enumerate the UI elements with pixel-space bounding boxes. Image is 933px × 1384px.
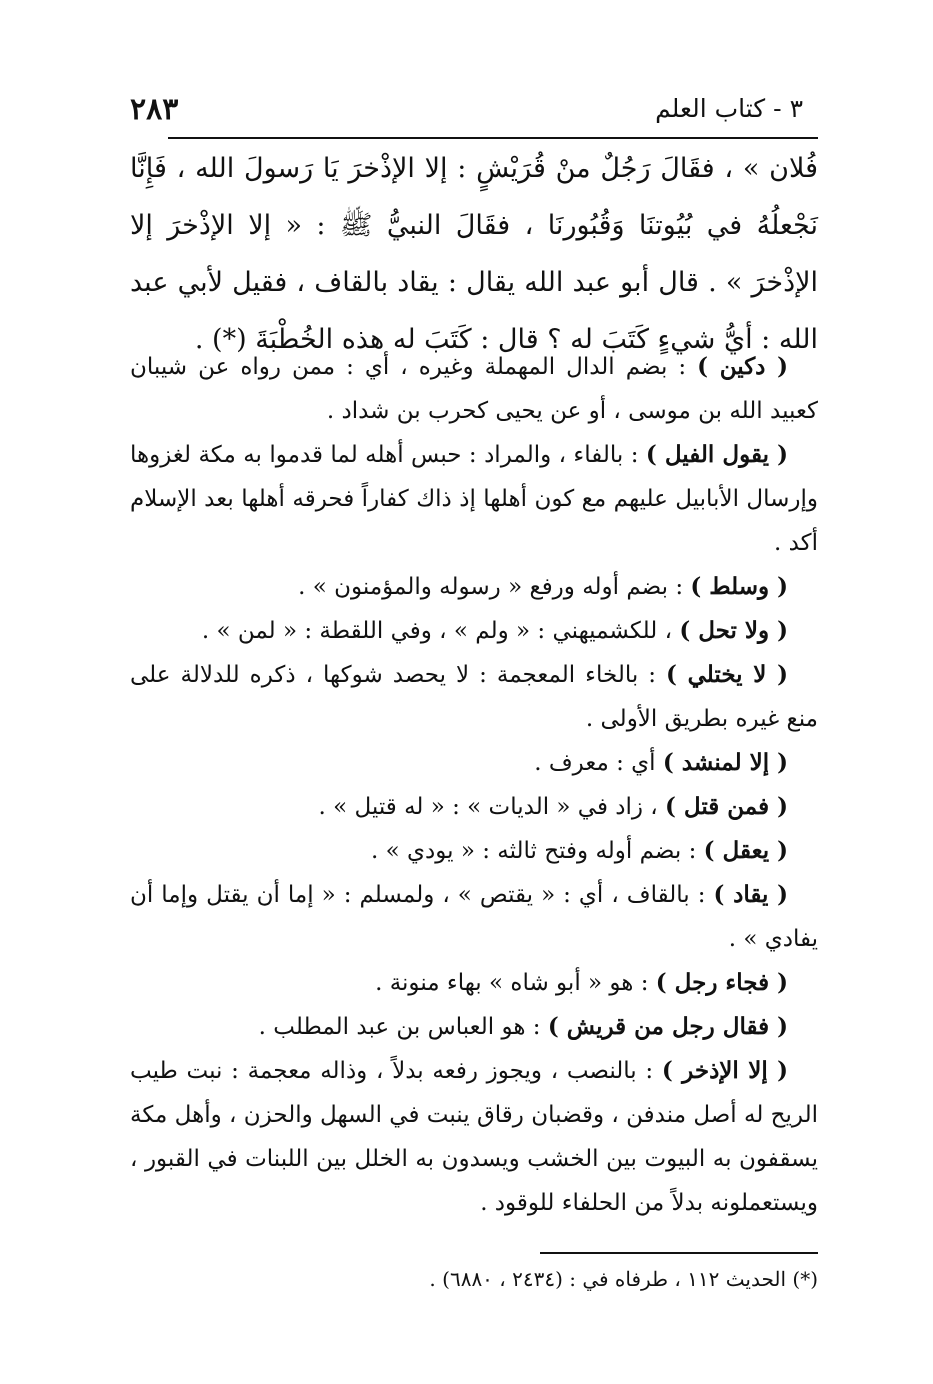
commentary-term: ( يقاد ) <box>713 881 788 908</box>
commentary-term: ( وسلط ) <box>690 573 788 600</box>
commentary-entry <box>130 565 818 609</box>
commentary-entry <box>130 829 818 873</box>
commentary-term: ( دكين ) <box>697 353 788 380</box>
commentary-entry <box>130 433 818 565</box>
commentary-entry <box>130 961 818 1005</box>
commentary-entry <box>130 873 818 961</box>
commentary-term: ( يعقل ) <box>703 837 788 864</box>
page-number: ٢٨٣ <box>130 92 179 127</box>
commentary-text: : بضم الدال المهملة وغيره ، أي : ممن رواه عن شيبان كعبيد الله بن موسى ، أو عن يحيى كحرب بن شداد . <box>130 354 818 424</box>
page-header <box>130 92 803 132</box>
footnote: (*) الحديث ١١٢ ، طرفاه في : (٢٤٣٤ ، ٦٨٨٠) . <box>429 1267 818 1291</box>
commentary-entry <box>130 785 818 829</box>
commentary-text: : بالنصب ، ويجوز رفعه بدلاً ، وذاله معجمة : نبت طيب الريح له أصل مندفن ، وقضبان رقاق ينبت في السهل والحزن ، وأهل مكة يسقفون به البيوت بين الخشب ويسدون به الخلل بين اللبنات في القبور ، ويستعملونه بدلاً من الحلفاء للوقود . <box>130 1058 818 1216</box>
commentary-text: : بضم أوله وفتح ثالثه : « يودي » . <box>370 838 704 864</box>
commentary-text: : بضم أوله ورفع « رسوله والمؤمنون » . <box>298 574 691 600</box>
commentary-text: : هو « أبو شاه » بهاء منونة . <box>375 970 656 996</box>
commentary-text: ، زاد في « الديات » : « له قتيل » . <box>318 794 666 820</box>
header-rule <box>168 137 818 139</box>
commentary-term: ( يقول الفيل ) <box>645 441 788 468</box>
commentary <box>130 345 818 1225</box>
commentary-entry <box>130 741 818 785</box>
commentary-term: ( ولا تحل ) <box>679 617 788 644</box>
commentary-text: : بالفاء ، والمراد : حبس أهله لما قدموا به مكة لغزوها وإرسال الأبابيل عليهم مع كون أهلها إذ ذاك كفاراً فحرقه أهلها بعد الإسلام أكد . <box>130 442 818 556</box>
commentary-entry <box>130 345 818 433</box>
commentary-entry <box>130 609 818 653</box>
commentary-term: ( فمن قتل ) <box>665 793 788 820</box>
commentary-entry <box>130 1049 818 1225</box>
commentary-text: : بالخاء المعجمة : لا يحصد شوكها ، ذكره للدلالة على منع غيره بطريق الأولى . <box>130 662 818 732</box>
commentary-term: ( إلا لمنشد ) <box>662 749 788 776</box>
commentary-text: ، للكشميهني : « ولم » ، وفي اللقطة : « لمن » . <box>201 618 680 644</box>
commentary-term: ( فجاء رجل ) <box>655 969 788 996</box>
hadith-text: فُلان » ، فقَالَ رَجُلٌ منْ قُرَيْشٍ : إلا الإذْخرَ يَا رَسولَ الله ، فَإِنَّا نَجْعلُهُ في بُيُوتنَا وَقُبُورنَا ، فقَالَ النبيُّ ﷺ : « إلا الإذْخرَ إلا الإذْخرَ » . قال أبو عبد الله يقال : يقاد بالقاف ، فقيل لأبي عبد الله : أيُّ شيءٍ كَتَبَ له ؟ قال : كَتَبَ له هذه الخُطْبَةَ (*) . <box>130 153 818 355</box>
footnote-rule <box>540 1252 818 1254</box>
commentary-term: ( إلا الإذخر ) <box>661 1057 789 1084</box>
commentary-entry <box>130 1005 818 1049</box>
commentary-text: : بالقاف ، أي : « يقتص » ، ولمسلم : « إما أن يقتل وإما أن يفادي » . <box>130 882 818 952</box>
commentary-text: : هو العباس بن عبد المطلب . <box>258 1014 548 1040</box>
commentary-entry <box>130 653 818 741</box>
running-title: ٣ - كتاب العلم <box>655 94 803 123</box>
commentary-term: ( لا يختلي ) <box>666 661 788 688</box>
commentary-text: أي : معرف . <box>534 750 663 776</box>
commentary-term: ( فقال رجل من قريش ) <box>547 1013 788 1040</box>
